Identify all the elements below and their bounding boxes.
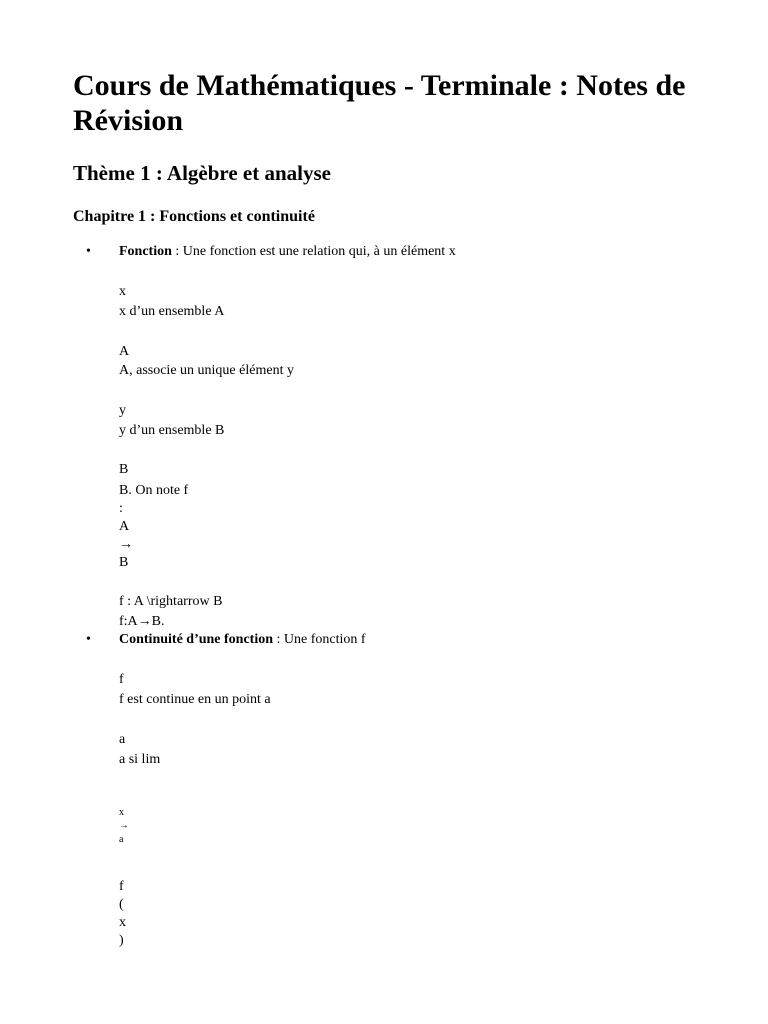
text-line: A	[119, 519, 130, 534]
continuity-definition	[119, 630, 366, 650]
definition-text: : Une fonction f	[273, 632, 366, 647]
limit-subscript: x	[119, 807, 124, 818]
bullet-marker: •	[86, 244, 91, 259]
term-fonction: Fonction	[119, 244, 172, 259]
function-definition	[119, 242, 456, 262]
limit-subscript: a	[119, 834, 124, 845]
text-line: f : A \rightarrow B	[119, 594, 223, 609]
text-line: →	[119, 537, 133, 552]
text-line: y d’un ensemble B	[119, 423, 225, 438]
text-line: A, associe un unique élément y	[119, 363, 294, 378]
limit-subscript: →	[119, 820, 129, 831]
text-line: (	[119, 897, 124, 912]
text-line: A	[119, 344, 130, 359]
text-line: :	[119, 501, 123, 516]
definition-text: : Une fonction est une relation qui, à un élément x	[171, 244, 456, 259]
text-line: a si lim	[119, 752, 161, 767]
text-line: f est continue en un point a	[119, 692, 271, 707]
text-line: f	[119, 879, 124, 894]
text-line: B	[119, 462, 129, 477]
document-title: Cours de Mathématiques - Terminale : Notes de Révision	[73, 69, 686, 137]
text-line: x d’un ensemble A	[119, 304, 225, 319]
text-line: B	[119, 555, 129, 570]
text-line: f	[119, 672, 124, 687]
text-line: x	[119, 915, 126, 930]
text-line: )	[119, 933, 124, 948]
text-line: x	[119, 284, 126, 299]
text-line: f:A→B.	[119, 614, 165, 629]
bullet-marker: •	[86, 632, 91, 647]
text-line: a	[119, 732, 126, 747]
text-line: y	[119, 403, 126, 418]
term-continuite: Continuité d’une fonction	[119, 632, 274, 647]
theme-heading: Thème 1 : Algèbre et analyse	[73, 161, 331, 185]
chapter-heading: Chapitre 1 : Fonctions et continuité	[73, 208, 315, 225]
text-line: B. On note f	[119, 483, 189, 498]
